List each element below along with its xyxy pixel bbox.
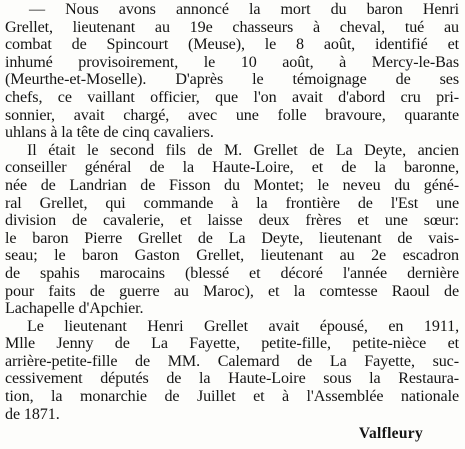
article-line: combat de Spincourt (Meuse), le 8 août, identifié et — [5, 36, 459, 54]
article-line: ral Grellet, qui commande à la frontière de l'Est une — [5, 194, 459, 212]
article-line: de 1871. — [5, 405, 60, 423]
article-line: pour faits de guerre au Maroc), et la comtesse Raoul de — [5, 282, 459, 300]
article-line: le baron Pierre Grellet de La Deyte, lieutenant de vais- — [5, 229, 459, 247]
article-line: inhumé provisoirement, le 10 août, à Mercy-le-Bas — [5, 53, 459, 71]
article-line: Lachapelle d'Apchier. — [5, 300, 144, 318]
article-line: uhlans à la tête de cinq cavaliers. — [5, 124, 214, 142]
article-line: Il était le second fils de M. Grellet de La Deyte, ancien — [27, 141, 459, 159]
article-line: (Meurthe-et-Moselle). D'après le témoignage de ses — [5, 71, 459, 89]
article-line: cessivement députés de la Haute-Loire sous la Restaura- — [5, 370, 459, 388]
article-line: sonnier, avait chargé, avec une folle bravoure, quarante — [5, 106, 459, 124]
article-line: de spahis marocains (blessé et décoré l'année dernière — [5, 264, 459, 282]
article-line: née de Landrian de Fisson du Montet; le neveu du géné- — [5, 176, 459, 194]
article-line: seau; le baron Gaston Grellet, lieutenant au 2e escadron — [5, 247, 459, 265]
article-line: Le lieutenant Henri Grellet avait épousé, en 1911, — [27, 317, 459, 335]
article-line: chefs, ce vaillant officier, que l'on avait d'abord cru pri- — [5, 88, 459, 106]
article-line: arrière-petite-fille de MM. Calemard de La Fayette, suc- — [5, 352, 459, 370]
article-line: conseiller général de la Haute-Loire, et de la baronne, — [5, 159, 459, 177]
article-line: division de cavalerie, et laisse deux frères et une sœur: — [5, 212, 459, 230]
article-line: tion, la monarchie de Juillet et à l'Assemblée nationale — [5, 388, 459, 406]
article-line: Grellet, lieutenant au 19e chasseurs à cheval, tué au — [5, 18, 459, 36]
article-line: Mlle Jenny de La Fayette, petite-fille, petite-nièce et — [5, 335, 459, 353]
article-body — [5, 1, 459, 423]
author-signature: Valfleury — [358, 425, 423, 442]
article-line: — Nous avons annoncé la mort du baron Henri — [29, 1, 459, 18]
